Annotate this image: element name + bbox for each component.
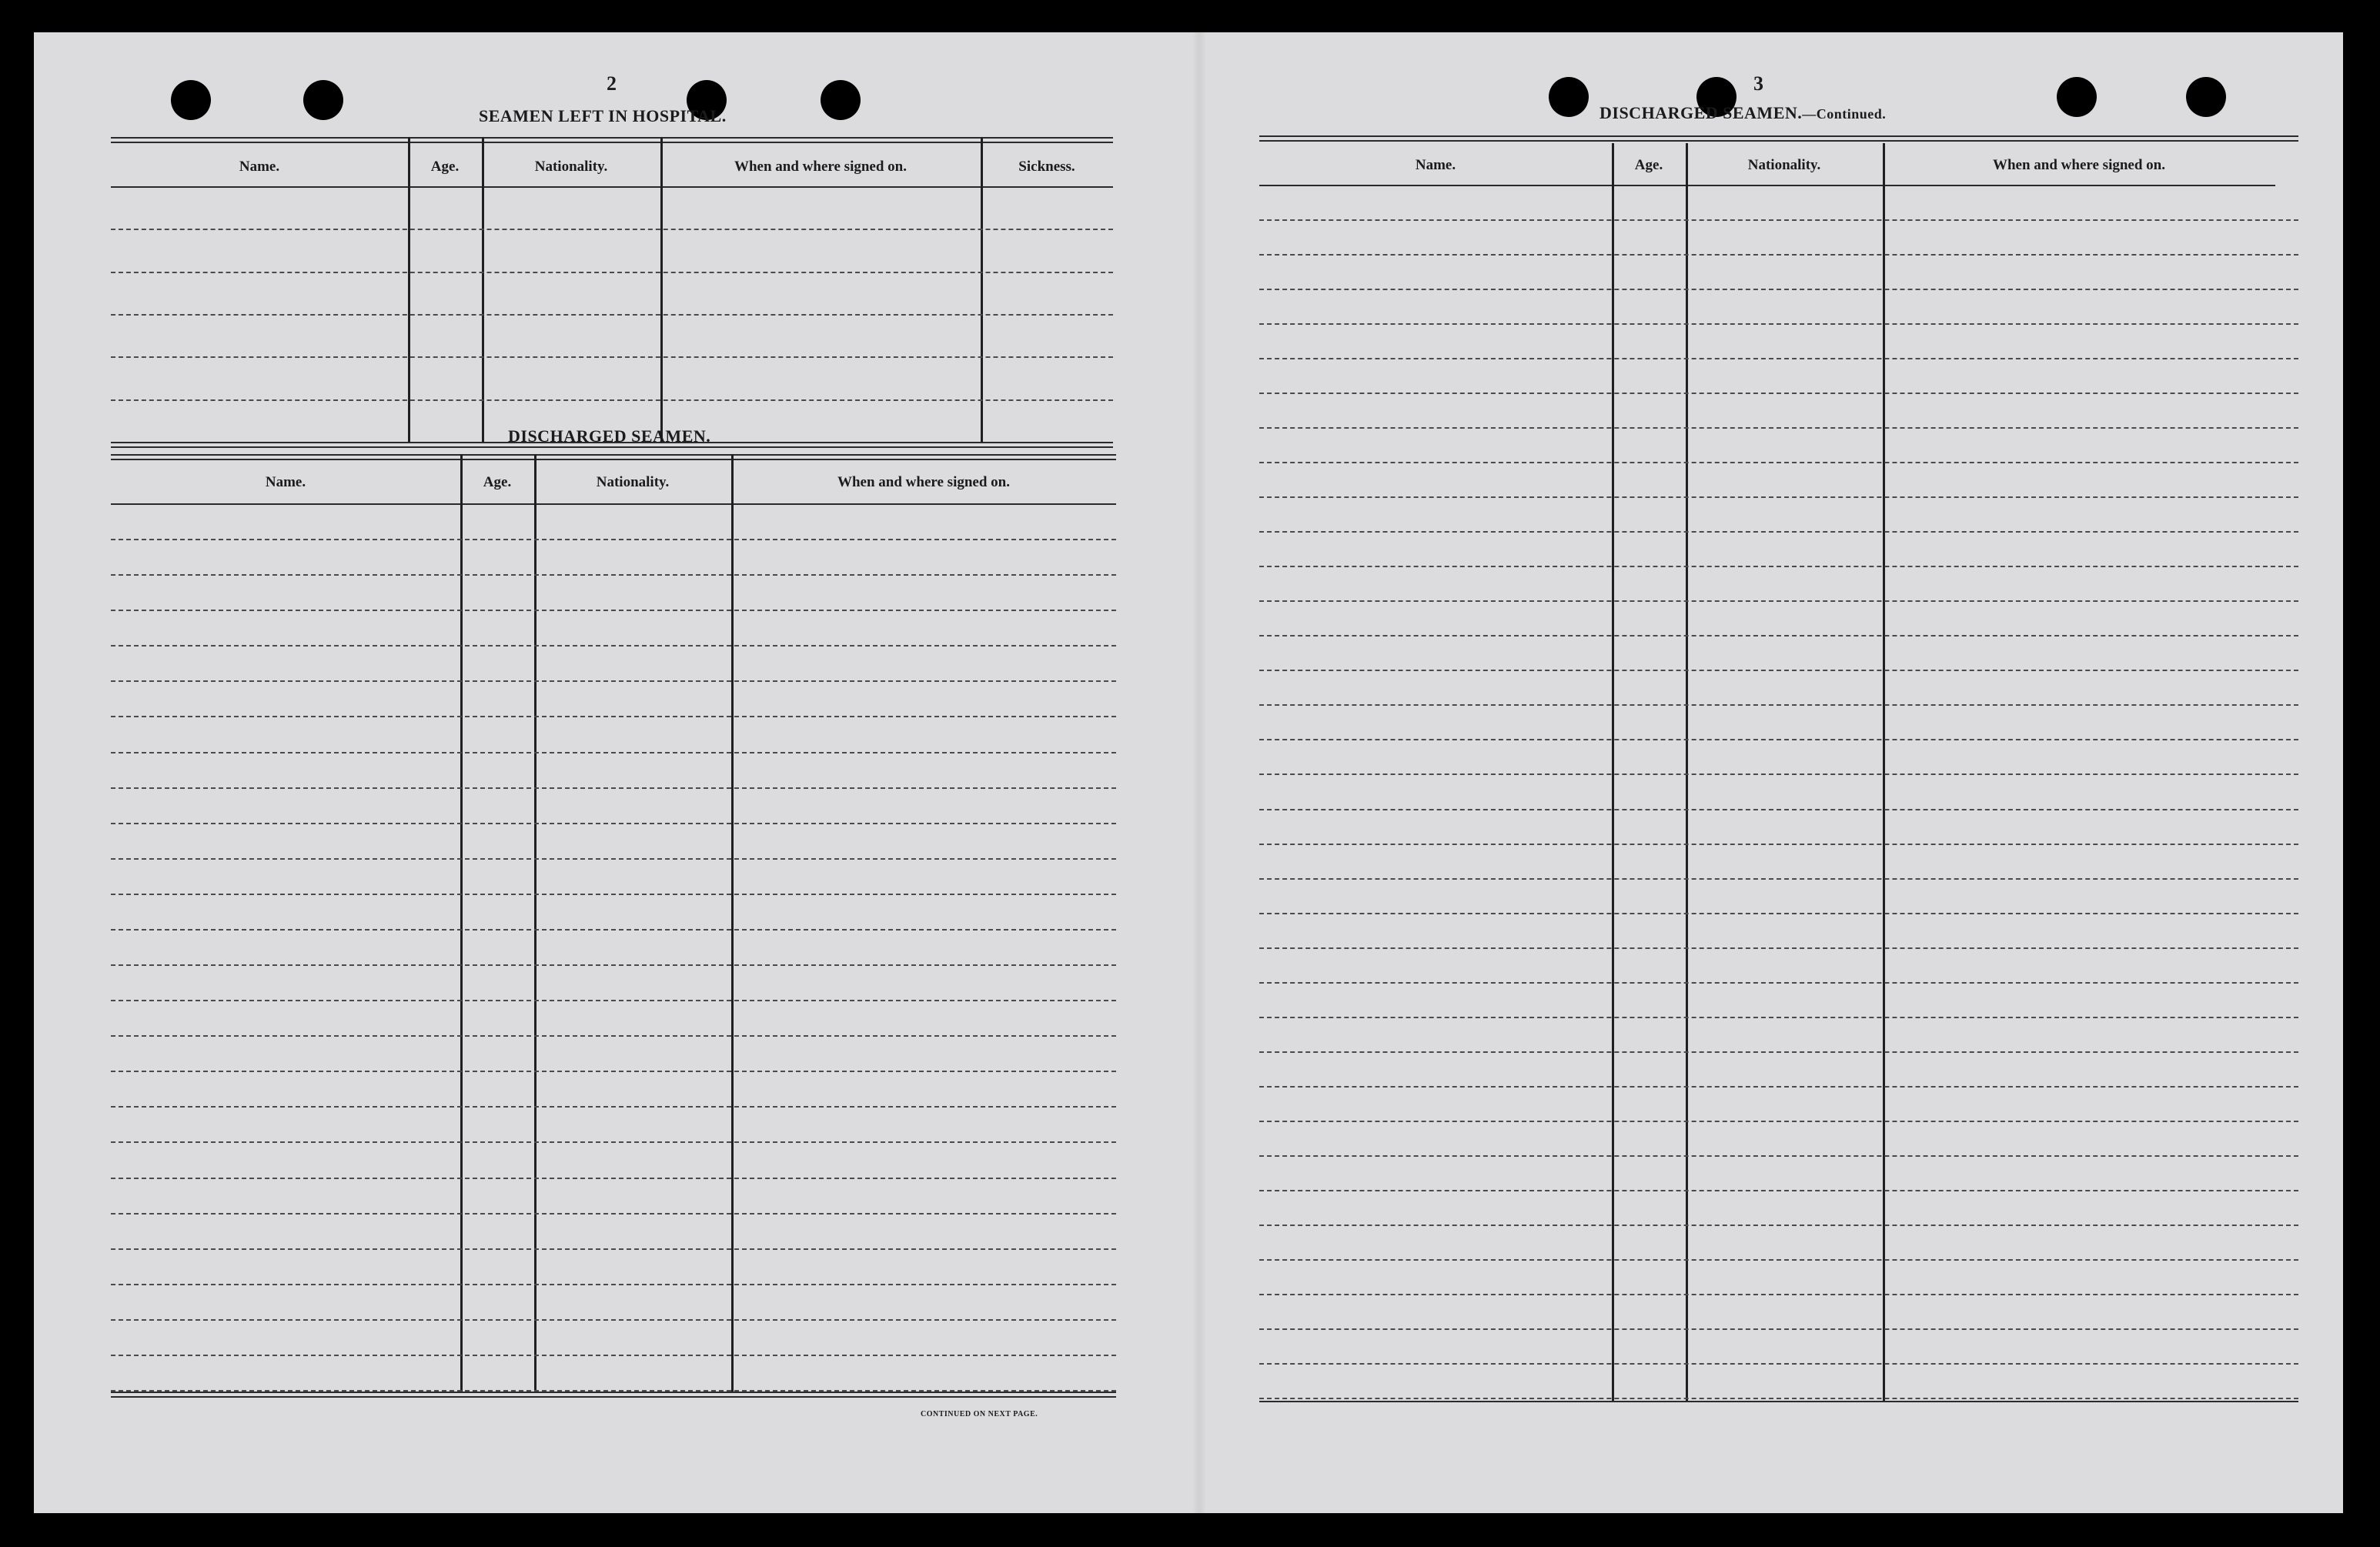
discharged-right-rows xyxy=(1259,185,2298,1398)
discharged-right-col-age: Age. xyxy=(1634,157,1663,173)
ruled-row-line xyxy=(111,858,1116,860)
ruled-row-line xyxy=(1259,913,2298,914)
ruled-row-line xyxy=(1259,358,2298,359)
ruled-row-line xyxy=(1259,1363,2298,1365)
ruled-row-line xyxy=(111,1035,1116,1037)
ruled-row-line xyxy=(1259,600,2298,602)
continued-note: CONTINUED ON NEXT PAGE. xyxy=(921,1410,1038,1418)
discharged-left-col-signed-on: When and where signed on. xyxy=(837,474,1010,490)
ruled-row-line xyxy=(111,823,1116,824)
discharged-table-left xyxy=(111,454,1116,1401)
ruled-row-line xyxy=(111,964,1116,966)
ruled-row-line xyxy=(111,680,1116,682)
ruled-row-line xyxy=(1259,531,2298,533)
ruled-row-line xyxy=(1259,1155,2298,1157)
punch-hole xyxy=(171,80,211,120)
hospital-col-name: Name. xyxy=(239,159,280,175)
discharged-left-rows xyxy=(111,503,1116,1390)
ruled-row-line xyxy=(111,1319,1116,1321)
discharged-left-col-name: Name. xyxy=(265,474,306,490)
hospital-col-nationality: Nationality. xyxy=(534,159,608,175)
ruled-row-line xyxy=(111,787,1116,789)
discharged-left-col-nationality: Nationality. xyxy=(596,474,670,490)
ruled-row-line xyxy=(1259,1190,2298,1191)
ruled-row-line xyxy=(111,1178,1116,1179)
hospital-col-age: Age. xyxy=(430,159,460,175)
ruled-row-line xyxy=(1259,1051,2298,1053)
ledger-sheet xyxy=(34,32,2343,1513)
ruled-row-line xyxy=(111,539,1116,540)
hospital-section-title: SEAMEN LEFT IN HOSPITAL. xyxy=(479,106,727,125)
ruled-row-line xyxy=(111,1213,1116,1215)
punch-hole xyxy=(821,80,861,120)
ruled-row-line xyxy=(1259,982,2298,984)
ruled-row-line xyxy=(111,314,1113,316)
ruled-row-line xyxy=(111,716,1116,717)
ruled-row-line xyxy=(1259,1086,2298,1088)
ruled-row-line xyxy=(111,399,1113,401)
ruled-row-line xyxy=(111,229,1113,230)
ruled-row-line xyxy=(111,1071,1116,1072)
ruled-row-line xyxy=(1259,1328,2298,1330)
ruled-row-line xyxy=(1259,219,2298,221)
ruled-row-line xyxy=(111,1000,1116,1001)
ruled-row-line xyxy=(1259,774,2298,775)
ruled-row-line xyxy=(1259,323,2298,325)
ruled-row-line xyxy=(1259,1017,2298,1018)
ruled-row-line xyxy=(1259,1121,2298,1122)
ruled-row-line xyxy=(1259,635,2298,637)
ruled-row-line xyxy=(1259,1294,2298,1295)
page-number-right: 3 xyxy=(1753,72,1763,95)
ruled-row-line xyxy=(111,929,1116,931)
ruled-row-line xyxy=(111,645,1116,647)
ruled-row-line xyxy=(1259,1225,2298,1226)
ruled-row-line xyxy=(1259,1398,2298,1399)
discharged-title-right-text: DISCHARGED SEAMEN. xyxy=(1599,103,1803,122)
ruled-row-line xyxy=(1259,566,2298,567)
discharged-section-title-left: DISCHARGED SEAMEN. xyxy=(508,426,711,446)
ruled-row-line xyxy=(1259,289,2298,290)
ruled-row-line xyxy=(1259,844,2298,845)
punch-hole xyxy=(2057,77,2097,117)
ruled-row-line xyxy=(111,1355,1116,1356)
ruled-row-line xyxy=(111,1284,1116,1285)
ruled-row-line xyxy=(1259,704,2298,706)
ruled-row-line xyxy=(1259,427,2298,429)
ruled-row-line xyxy=(1259,947,2298,949)
page-number-left: 2 xyxy=(607,72,617,95)
discharged-title-right-suffix: —Continued. xyxy=(1802,106,1887,122)
page-fold xyxy=(1192,32,1206,1513)
punch-hole xyxy=(303,80,343,120)
ruled-row-line xyxy=(1259,1259,2298,1261)
ruled-row-line xyxy=(111,894,1116,895)
ruled-row-line xyxy=(1259,496,2298,498)
punch-hole xyxy=(1549,77,1589,117)
hospital-col-sickness: Sickness. xyxy=(1018,159,1075,175)
ruled-row-line xyxy=(111,1141,1116,1143)
ruled-row-line xyxy=(111,610,1116,611)
hospital-rows xyxy=(111,186,1113,442)
ruled-row-line xyxy=(1259,254,2298,256)
discharged-right-col-name: Name. xyxy=(1415,157,1456,173)
discharged-right-col-signed-on: When and where signed on. xyxy=(1992,157,2165,173)
ruled-row-line xyxy=(111,1106,1116,1108)
ruled-row-line xyxy=(111,1248,1116,1250)
ruled-row-line xyxy=(1259,878,2298,880)
ruled-row-line xyxy=(1259,462,2298,463)
ruled-row-line xyxy=(1259,670,2298,671)
ruled-row-line xyxy=(1259,739,2298,740)
ruled-row-line xyxy=(1259,809,2298,810)
hospital-col-signed-on: When and where signed on. xyxy=(734,159,907,175)
ruled-row-line xyxy=(1259,393,2298,394)
ruled-row-line xyxy=(111,574,1116,576)
discharged-section-title-right xyxy=(1599,103,1886,123)
ruled-row-line xyxy=(111,752,1116,753)
discharged-table-right xyxy=(1259,135,2298,1404)
punch-hole xyxy=(2186,77,2226,117)
hospital-table xyxy=(111,137,1113,445)
discharged-right-col-nationality: Nationality. xyxy=(1747,157,1821,173)
discharged-left-col-age: Age. xyxy=(483,474,512,490)
ruled-row-line xyxy=(111,272,1113,273)
ruled-row-line xyxy=(111,356,1113,358)
